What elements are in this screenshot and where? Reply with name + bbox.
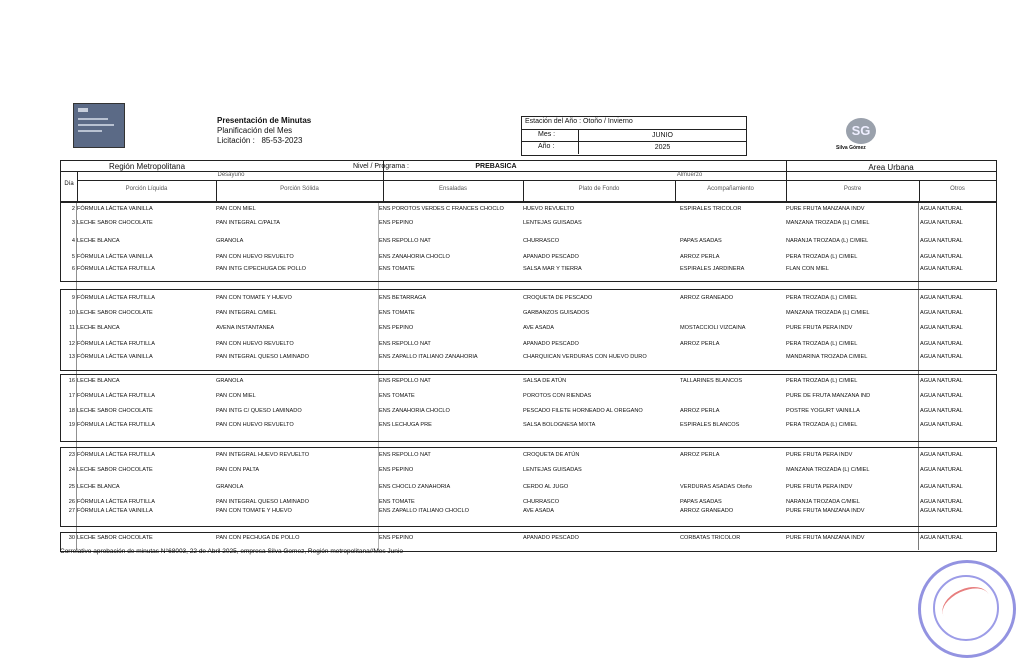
cell-postre: MANZANA TROZADA (L) C/MIEL xyxy=(786,220,870,226)
cell-acomp: ARROZ PERLA xyxy=(680,254,720,260)
company-logo: SG xyxy=(846,118,876,144)
cell-postre: PURE FRUTA MANZANA INDV xyxy=(786,508,865,514)
cell-dia: 30 xyxy=(68,535,75,541)
approval-footnote: Correlativo aprobación de minutas N°68003, 22 de Abril 2025, empresa Silva Gomez, Región metropolitana//Mes Junio xyxy=(60,548,403,555)
cell-dia: 23 xyxy=(68,452,75,458)
cell-otros: AGUA NATURAL xyxy=(920,266,963,272)
cell-solida: PAN INTEGRAL QUESO LAMINADO xyxy=(216,354,309,360)
cell-fondo: LENTEJAS GUISADAS xyxy=(523,220,582,226)
cell-otros: AGUA NATURAL xyxy=(920,295,963,301)
cell-acomp: ARROZ GRANEADO xyxy=(680,295,734,301)
cell-postre: PURE FRUTA PERA INDV xyxy=(786,452,853,458)
plato-fondo-header: Plato de Fondo xyxy=(578,186,620,192)
cell-postre: PERA TROZADA (L) C/MIEL xyxy=(786,341,858,347)
cell-otros: AGUA NATURAL xyxy=(920,484,963,490)
cell-postre: NARANJA TROZADA (L) C/MIEL xyxy=(786,238,869,244)
cell-fondo: SALSA MAR Y TIERRA xyxy=(523,266,582,272)
postre-header: Postre xyxy=(843,186,862,192)
cell-dia: 2 xyxy=(71,206,75,212)
cell-fondo: GARBANZOS GUISADOS xyxy=(523,310,590,316)
cell-otros: AGUA NATURAL xyxy=(920,378,963,384)
cell-postre: PERA TROZADA (L) C/MIEL xyxy=(786,295,858,301)
cell-postre: PURE FRUTA PERA INDV xyxy=(786,325,853,331)
cell-liquida: FÓRMULA LÁCTEA FRUTILLA xyxy=(77,422,156,428)
cell-ensalada: ENS ZANAHORIA CHOCLO xyxy=(379,408,450,414)
cell-otros: AGUA NATURAL xyxy=(920,508,963,514)
cell-acomp: PAPAS ASADAS xyxy=(680,238,722,244)
cell-ensalada: ENS PEPINO xyxy=(379,325,414,331)
cell-liquida: LECHE SABOR CHOCOLATE xyxy=(77,220,153,226)
cell-liquida: LECHE BLANCA xyxy=(77,238,120,244)
cell-solida: PAN CON TOMATE Y HUEVO xyxy=(216,295,292,301)
licitacion-label: Licitación : xyxy=(217,136,255,145)
cell-ensalada: ENS REPOLLO NAT xyxy=(379,341,431,347)
cell-dia: 11 xyxy=(69,325,75,331)
cell-ensalada: ENS REPOLLO NAT xyxy=(379,238,431,244)
acompanamiento-header: Acompañamiento xyxy=(707,186,754,192)
ensaladas-header: Ensaladas xyxy=(438,186,468,192)
cell-liquida: LECHE BLANCA xyxy=(77,378,120,384)
cell-fondo: HUEVO REVUELTO xyxy=(523,206,575,212)
cell-postre: PURE FRUTA MANZANA INDV xyxy=(786,206,865,212)
mes-value: JUNIO xyxy=(578,130,746,142)
cell-dia: 3 xyxy=(71,220,75,226)
cell-ensalada: ENS TOMATE xyxy=(379,499,415,505)
cell-otros: AGUA NATURAL xyxy=(920,408,963,414)
cell-dia: 26 xyxy=(68,499,75,505)
cell-ensalada: ENS REPOLLO NAT xyxy=(379,378,431,384)
cell-fondo: SALSA BOLOGNESA MIXTA xyxy=(523,422,596,428)
cell-otros: AGUA NATURAL xyxy=(920,499,963,505)
cell-postre: PERA TROZADA (L) C/MIEL xyxy=(786,422,858,428)
cell-ensalada: ENS BETARRAGA xyxy=(379,295,427,301)
cell-ensalada: ENS TOMATE xyxy=(379,393,415,399)
cell-ensalada: ENS REPOLLO NAT xyxy=(379,452,431,458)
cell-postre: FLAN CON MIEL xyxy=(786,266,829,272)
cell-otros: AGUA NATURAL xyxy=(920,354,963,360)
cell-solida: PAN INTEGRAL C/MIEL xyxy=(216,310,277,316)
licitacion-value: 85-53-2023 xyxy=(261,136,303,145)
cell-ensalada: ENS LECHUGA PRE xyxy=(379,422,432,428)
porcion-liquida-header: Porción Líquida xyxy=(125,186,168,192)
cell-solida: PAN CON PALTA xyxy=(216,467,260,473)
cell-solida: PAN CON MIEL xyxy=(216,393,256,399)
cell-solida: PAN CON TOMATE Y HUEVO xyxy=(216,508,292,514)
anio-value: 2025 xyxy=(578,142,746,154)
cell-fondo: CHURRASCO xyxy=(523,238,560,244)
cell-fondo: POROTOS CON RIENDAS xyxy=(523,393,592,399)
cell-ensalada: ENS TOMATE xyxy=(379,266,415,272)
dia-header: Día xyxy=(64,181,74,187)
cell-solida: GRANOLA xyxy=(216,238,244,244)
cell-dia: 16 xyxy=(68,378,75,384)
cell-otros: AGUA NATURAL xyxy=(920,325,963,331)
cell-solida: GRANOLA xyxy=(216,484,244,490)
cell-postre: PERA TROZADA (L) C/MIEL xyxy=(786,378,858,384)
cell-liquida: FÓRMULA LÁCTEA FRUTILLA xyxy=(77,341,156,347)
anio-label: Año : xyxy=(538,143,555,150)
cell-acomp: CORBATAS TRICOLOR xyxy=(680,535,741,541)
cell-dia: 24 xyxy=(68,467,75,473)
cell-liquida: LECHE SABOR CHOCOLATE xyxy=(77,535,153,541)
cell-otros: AGUA NATURAL xyxy=(920,310,963,316)
cell-ensalada: ENS POROTOS VERDES C FRANCES CHOCLO xyxy=(379,206,504,212)
nivel-label: Nivel / Programa : xyxy=(352,163,410,170)
cell-ensalada: ENS ZANAHORIA CHOCLO xyxy=(379,254,450,260)
cell-ensalada: ENS ZAPALLO ITALIANO ZANAHORIA xyxy=(379,354,478,360)
cell-otros: AGUA NATURAL xyxy=(920,206,963,212)
cell-fondo: LENTEJAS GUISADAS xyxy=(523,467,582,473)
cell-fondo: APANADO PESCADO xyxy=(523,341,579,347)
cell-otros: AGUA NATURAL xyxy=(920,220,963,226)
cell-fondo: CHARQUICAN VERDURAS CON HUEVO DURO xyxy=(523,354,647,360)
cell-otros: AGUA NATURAL xyxy=(920,238,963,244)
cell-fondo: APANADO PESCADO xyxy=(523,254,579,260)
cell-ensalada: ENS ZAPALLO ITALIANO CHOCLO xyxy=(379,508,469,514)
document-title: Presentación de Minutas xyxy=(217,116,312,125)
cell-liquida: FÓRMULA LÁCTEA FRUTILLA xyxy=(77,295,156,301)
cell-solida: PAN INTEGRAL C/PALTA xyxy=(216,220,281,226)
cell-dia: 10 xyxy=(68,310,75,316)
cell-liquida: FÓRMULA LÁCTEA FRUTILLA xyxy=(77,266,156,272)
cell-acomp: ARROZ GRANEADO xyxy=(680,508,734,514)
cell-liquida: FÓRMULA LÁCTEA VAINILLA xyxy=(77,254,153,260)
cell-otros: AGUA NATURAL xyxy=(920,452,963,458)
cell-liquida: LECHE BLANCA xyxy=(77,325,120,331)
cell-acomp: ESPIRALES BLANCOS xyxy=(680,422,740,428)
cell-dia: 27 xyxy=(68,508,75,514)
cell-dia: 5 xyxy=(71,254,75,260)
cell-acomp: ESPIRALES TRICOLOR xyxy=(680,206,742,212)
nivel-value: PREBASICA xyxy=(475,163,517,170)
cell-postre: POSTRE YOGURT VAINILLA xyxy=(786,408,860,414)
cell-liquida: LECHE BLANCA xyxy=(77,484,120,490)
cell-ensalada: ENS PEPINO xyxy=(379,467,414,473)
season-label: Estación del Año : Otoño / Invierno xyxy=(525,118,633,125)
cell-fondo: SALSA DE ATÚN xyxy=(523,378,567,384)
document-subtitle: Planificación del Mes xyxy=(217,126,293,135)
otros-header: Otros xyxy=(950,186,965,192)
porcion-solida-header: Porción Sólida xyxy=(280,186,319,192)
cell-postre: MANZANA TROZADA (L) C/MIEL xyxy=(786,310,870,316)
cell-dia: 9 xyxy=(71,295,75,301)
cell-postre: PERA TROZADA (L) C/MIEL xyxy=(786,254,858,260)
cell-fondo: CERDO AL JUGO xyxy=(523,484,569,490)
cell-solida: PAN CON HUEVO REVUELTO xyxy=(216,341,294,347)
cell-ensalada: ENS TOMATE xyxy=(379,310,415,316)
cell-solida: PAN CON HUEVO REVUELTO xyxy=(216,422,294,428)
cell-fondo: AVE ASADA xyxy=(523,508,554,514)
area-label: Area Urbana xyxy=(868,163,914,172)
cell-otros: AGUA NATURAL xyxy=(920,422,963,428)
cell-solida: PAN INTG C/ QUESO LAMINADO xyxy=(216,408,302,414)
cell-solida: PAN INTG C/PECHUGA DE POLLO xyxy=(216,266,307,272)
cell-solida: PAN INTEGRAL QUESO LAMINADO xyxy=(216,499,309,505)
cell-ensalada: ENS CHOCLO ZANAHORIA xyxy=(379,484,451,490)
cell-postre: PURE FRUTA MANZANA INDV xyxy=(786,535,865,541)
cell-postre: PURE FRUTA PERA INDV xyxy=(786,484,853,490)
cell-fondo: AVE ASADA xyxy=(523,325,554,331)
cell-acomp: ESPIRALES JARDINERA xyxy=(680,266,745,272)
cell-postre: PURE DE FRUTA MANZANA IND xyxy=(786,393,871,399)
company-name: Silva Gómez xyxy=(836,145,866,151)
mes-label: Mes : xyxy=(538,131,556,138)
cell-liquida: FÓRMULA LÁCTEA FRUTILLA xyxy=(77,452,156,458)
cell-liquida: FÓRMULA LÁCTEA FRUTILLA xyxy=(77,393,156,399)
almuerzo-header: Almuerzo xyxy=(676,172,703,178)
cell-solida: PAN CON HUEVO REVUELTO xyxy=(216,254,294,260)
cell-liquida: FÓRMULA LÁCTEA FRUTILLA xyxy=(77,499,156,505)
cell-otros: AGUA NATURAL xyxy=(920,467,963,473)
cell-solida: PAN CON PECHUGA DE POLLO xyxy=(216,535,300,541)
cell-fondo: CHURRASCO xyxy=(523,499,560,505)
cell-otros: AGUA NATURAL xyxy=(920,535,963,541)
cell-ensalada: ENS PEPINO xyxy=(379,220,414,226)
cell-liquida: FÓRMULA LÁCTEA VAINILLA xyxy=(77,354,153,360)
cell-ensalada: ENS PEPINO xyxy=(379,535,414,541)
region-label: Región Metropolitana xyxy=(108,162,186,171)
cell-liquida: LECHE SABOR CHOCOLATE xyxy=(77,408,153,414)
cell-dia: 19 xyxy=(68,422,75,428)
cell-otros: AGUA NATURAL xyxy=(920,254,963,260)
cell-dia: 6 xyxy=(71,266,75,272)
cell-solida: GRANOLA xyxy=(216,378,244,384)
cell-fondo: CROQUETA DE ATÚN xyxy=(523,452,580,458)
cell-dia: 18 xyxy=(68,408,75,414)
cell-dia: 4 xyxy=(71,238,75,244)
cell-fondo: CROQUETA DE PESCADO xyxy=(523,295,593,301)
cell-acomp: ARROZ PERLA xyxy=(680,408,720,414)
cell-dia: 25 xyxy=(68,484,75,490)
official-stamp xyxy=(918,560,1016,658)
cell-liquida: LECHE SABOR CHOCOLATE xyxy=(77,310,153,316)
cell-liquida: FÓRMULA LÁCTEA VAINILLA xyxy=(77,206,153,212)
cell-otros: AGUA NATURAL xyxy=(920,341,963,347)
cell-fondo: APANADO PESCADO xyxy=(523,535,579,541)
cell-postre: MANDARINA TROZADA C/MIEL xyxy=(786,354,868,360)
cell-liquida: LECHE SABOR CHOCOLATE xyxy=(77,467,153,473)
cell-acomp: TALLARINES BLANCOS xyxy=(680,378,743,384)
cell-dia: 12 xyxy=(68,341,75,347)
cell-dia: 17 xyxy=(68,393,75,399)
cell-otros: AGUA NATURAL xyxy=(920,393,963,399)
cell-acomp: VERDURAS ASADAS Otoño xyxy=(680,484,752,490)
cell-postre: NARANJA TROZADA C/MIEL xyxy=(786,499,860,505)
cell-acomp: ARROZ PERLA xyxy=(680,341,720,347)
cell-acomp: PAPAS ASADAS xyxy=(680,499,722,505)
cell-solida: PAN CON MIEL xyxy=(216,206,256,212)
cell-postre: MANZANA TROZADA (L) C/MIEL xyxy=(786,467,870,473)
cell-solida: PAN INTEGRAL HUEVO REVUELTO xyxy=(216,452,310,458)
cell-solida: AVENA INSTANTANEA xyxy=(216,325,275,331)
desayuno-header: Desayuno xyxy=(217,172,245,178)
cell-acomp: MOSTACCIOLI VIZCAINA xyxy=(680,325,746,331)
cell-acomp: ARROZ PERLA xyxy=(680,452,720,458)
cell-fondo: PESCADO FILETE HORNEADO AL OREGANO xyxy=(523,408,643,414)
cell-liquida: FÓRMULA LÁCTEA VAINILLA xyxy=(77,508,153,514)
cell-dia: 13 xyxy=(68,354,75,360)
